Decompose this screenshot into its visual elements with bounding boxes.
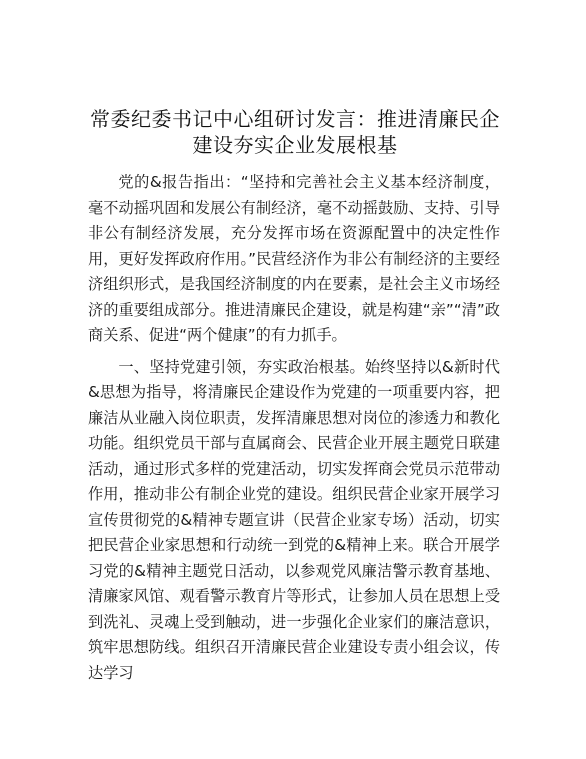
paragraph-intro: 党的&报告指出：“坚持和完善社会主义基本经济制度，毫不动摇巩固和发展公有制经济，毫不动摇鼓励、支持、引导非公有制经济发展，充分发挥市场在资源配置中的决定性作用，更好发挥政府作用。”民营经济作为非公有制经济的主要经济组织形式，是我国经济制度的内在要素，是社会主义市场经济的重要组成部分。推进清廉民企建设，就是构建“亲”“清”政商关系、促进“两个健康”的有力抓手。 [88,173,500,344]
document-title-line-1: 常委纪委书记中心组研讨发言：推进清廉民企 [90,107,500,131]
paragraph-section-one: 一、坚持党建引领，夯实政治根基。始终坚持以&新时代&思想为指导，将清廉民企建设作为党建的一项重要内容，把廉洁从业融入岗位职责，发挥清廉思想对岗位的渗透力和教化功能。组织党员干部与直属商会、民营企业开展主题党日联建活动，通过形式多样的党建活动，切实发挥商会党员示范带动作用，推动非公有制企业党的建设。组织民营企业家开展学习宣传贯彻党的&精神专题宣讲（民营企业家专场）活动，切实把民营企业家思想和行动统一到党的&精神上来。联合开展学习党的&精神主题党日活动，以参观党风廉洁警示教育基地、清廉家风馆、观看警示教育片等形式，让参加人员在思想上受到洗礼、灵魂上受到触动，进一步强化企业家们的廉洁意识，筑牢思想防线。组织召开清廉民营企业建设专责小组会议，传达学习 [88,357,500,682]
document-body [88,170,500,686]
document-title-line-2: 建设夯实企业发展根基 [192,133,398,157]
